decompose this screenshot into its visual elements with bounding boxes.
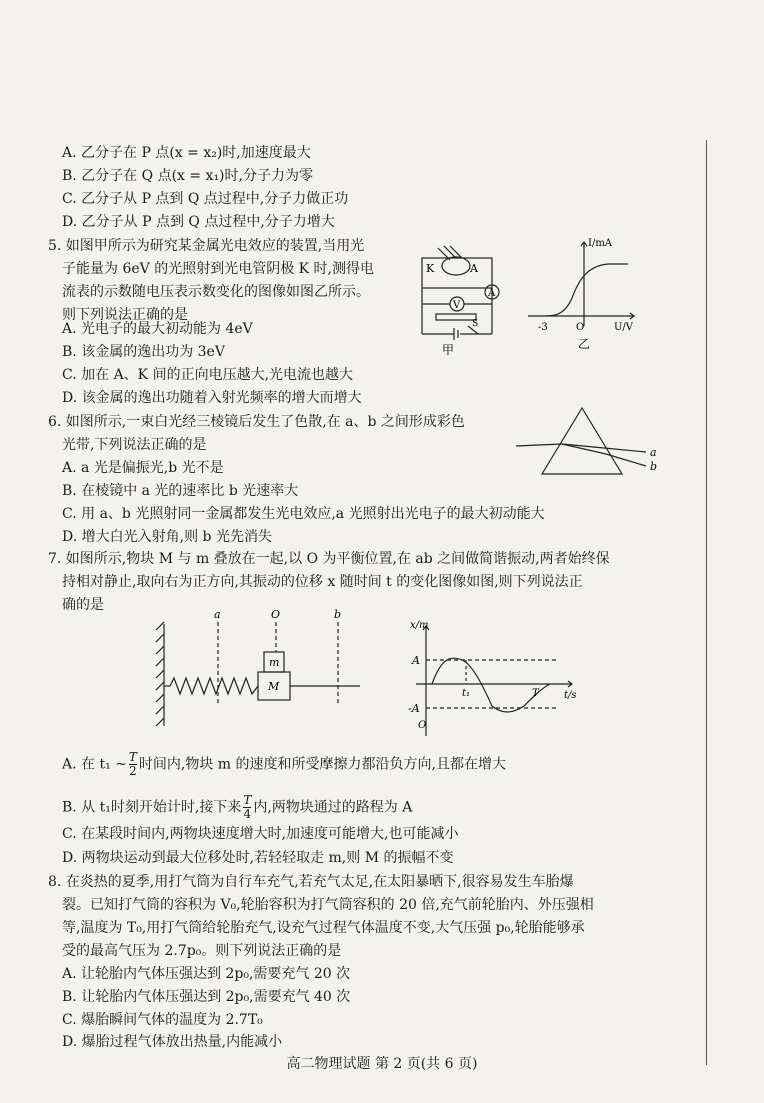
q7-xt-graph [408, 616, 588, 738]
q5-caption-yi: 乙 [578, 337, 591, 351]
q6-prism-figure [514, 404, 664, 480]
q5-stem-2: 子能量为 6eV 的光照射到光电管阴极 K 时,测得电 [62, 261, 375, 277]
q7-sine-curve [432, 658, 550, 712]
q5-option-a: A. 光电子的最大初动能为 4eV [62, 321, 253, 337]
q7-label-neg-amp: -A [408, 702, 420, 715]
q7-option-c: C. 在某段时间内,两物块速度增大时,加速度可能增大,也可能减小 [62, 826, 459, 842]
q7-label-m: m [269, 656, 280, 669]
q7-label-b: b [334, 608, 342, 621]
q5-option-d: D. 该金属的逸出功随着入射光频率的增大而增大 [62, 390, 362, 406]
q7-option-a [62, 751, 506, 778]
q8-option-c: C. 爆胎瞬间气体的温度为 2.7T₀ [62, 1012, 263, 1028]
q7-option-a-suffix: 时间内,物块 m 的速度和所受摩擦力都沿负方向,且都在增大 [138, 756, 506, 773]
q6-stem-1: 6. 如图所示,一束白光经三棱镜后发生了色散,在 a、b 之间形成彩色 [48, 414, 465, 430]
q7-label-o: O [271, 608, 281, 621]
q5-caption-jia: 甲 [442, 343, 455, 357]
q8-option-d: D. 爆胎过程气体放出热量,内能减小 [62, 1034, 283, 1050]
q4-option-b: B. 乙分子在 Q 点(x = x₁)时,分子力为零 [62, 168, 313, 184]
q5-iu-graph [528, 236, 638, 356]
q6-option-d: D. 增大白光入射角,则 b 光先消失 [62, 529, 272, 545]
q7-x-axis-label: t/s [564, 690, 577, 701]
q6-option-b: B. 在棱镜中 a 光的速率比 b 光速率大 [62, 483, 299, 499]
q5-stem-4: 则下列说法正确的是 [62, 307, 188, 323]
q7-option-b-numerator: T [243, 793, 252, 807]
q7-option-d: D. 两物块运动到最大位移处时,若轻轻取走 m,则 M 的振幅不变 [62, 850, 454, 866]
q5-x-axis-label: U/V [614, 322, 634, 333]
q5-switch-label: S [472, 319, 479, 329]
q7-label-amp: A [412, 654, 420, 667]
q5-label-a: A [470, 262, 478, 275]
q7-option-b-fraction [243, 794, 251, 821]
q7-option-a-denominator: 2 [129, 764, 137, 778]
q5-ammeter-label: A [488, 288, 496, 299]
q5-option-b: B. 该金属的逸出功为 3eV [62, 344, 225, 360]
right-margin-rule [706, 140, 707, 1065]
q7-label-period: T [532, 688, 539, 699]
q7-y-axis-label: x/m [410, 620, 429, 631]
q7-option-b-suffix: 内,两物块通过的路程为 A [253, 799, 413, 816]
q8-stem-4: 受的最高气压为 2.7p₀。则下列说法正确的是 [62, 943, 342, 959]
q8-option-b: B. 让轮胎内气体压强达到 2p₀,需要充气 40 次 [62, 989, 351, 1005]
q7-label-t1: t₁ [462, 688, 471, 699]
q6-label-b: b [650, 460, 658, 473]
q5-origin-label: O [576, 322, 585, 333]
q6-label-a: a [650, 446, 657, 459]
q7-label-origin: O [418, 720, 427, 731]
q5-stem-1: 5. 如图甲所示为研究某金属光电效应的装置,当用光 [48, 238, 365, 254]
q8-option-a: A. 让轮胎内气体压强达到 2p₀,需要充气 20 次 [62, 966, 351, 982]
q8-stem-1: 8. 在炎热的夏季,用打气筒为自行车充气,若充气太足,在太阳暴晒下,很容易发生车胎爆 [48, 874, 574, 890]
q7-option-b-prefix: B. 从 t₁时刻开始计时,接下来 [62, 799, 242, 816]
q4-option-c: C. 乙分子从 P 点到 Q 点过程中,分子力做正功 [62, 191, 349, 207]
q7-stem-1: 7. 如图所示,物块 M 与 m 叠放在一起,以 O 为平衡位置,在 ab 之间做简谐振动,两者始终保 [48, 551, 610, 567]
q4-option-d: D. 乙分子从 P 点到 Q 点过程中,分子力增大 [62, 214, 335, 230]
q7-option-a-numerator: T [128, 750, 137, 764]
q7-option-a-fraction [129, 751, 137, 778]
q8-stem-2: 裂。已知打气筒的容积为 V₀,轮胎容积为打气筒容积的 20 倍,充气前轮胎内、外压强相 [62, 897, 594, 913]
q5-y-axis-label: I/mA [588, 238, 613, 249]
q7-stem-2: 持相对静止,取向右为正方向,其振动的位移 x 随时间 t 的变化图像如图,则下列说法正 [62, 574, 583, 590]
q5-circuit-figure [412, 244, 522, 357]
q4-option-a: A. 乙分子在 P 点(x = x₂)时,加速度最大 [62, 145, 311, 161]
q6-option-a: A. a 光是偏振光,b 光不是 [62, 460, 224, 476]
q7-option-b [62, 794, 412, 821]
q7-option-a-prefix: A. 在 t₁ ~ [62, 756, 127, 773]
q6-option-c: C. 用 a、b 光照射同一金属都发生光电效应,a 光照射出光电子的最大初动能大 [62, 506, 545, 522]
q5-option-c: C. 加在 A、K 间的正向电压越大,光电流也越大 [62, 367, 354, 383]
q5-label-k: K [426, 262, 435, 275]
q5-tick-neg3: -3 [538, 322, 548, 333]
q7-option-b-denominator: 4 [243, 807, 252, 821]
q7-label-a: a [214, 608, 221, 621]
q7-stem-3: 确的是 [62, 597, 104, 613]
q7-spring-figure [148, 606, 378, 730]
q7-label-big-m: M [268, 680, 280, 693]
q8-stem-3: 等,温度为 T₀,用打气筒给轮胎充气,设充气过程气体温度不变,大气压强 p₀,轮胎能够承 [62, 920, 585, 936]
q6-stem-2: 光带,下列说法正确的是 [62, 437, 207, 453]
page-footer: 高二物理试题 第 2 页(共 6 页) [286, 1056, 478, 1072]
q5-voltmeter-label: V [453, 300, 461, 311]
q5-stem-3: 流表的示数随电压表示数变化的图像如图乙所示。 [62, 284, 370, 300]
